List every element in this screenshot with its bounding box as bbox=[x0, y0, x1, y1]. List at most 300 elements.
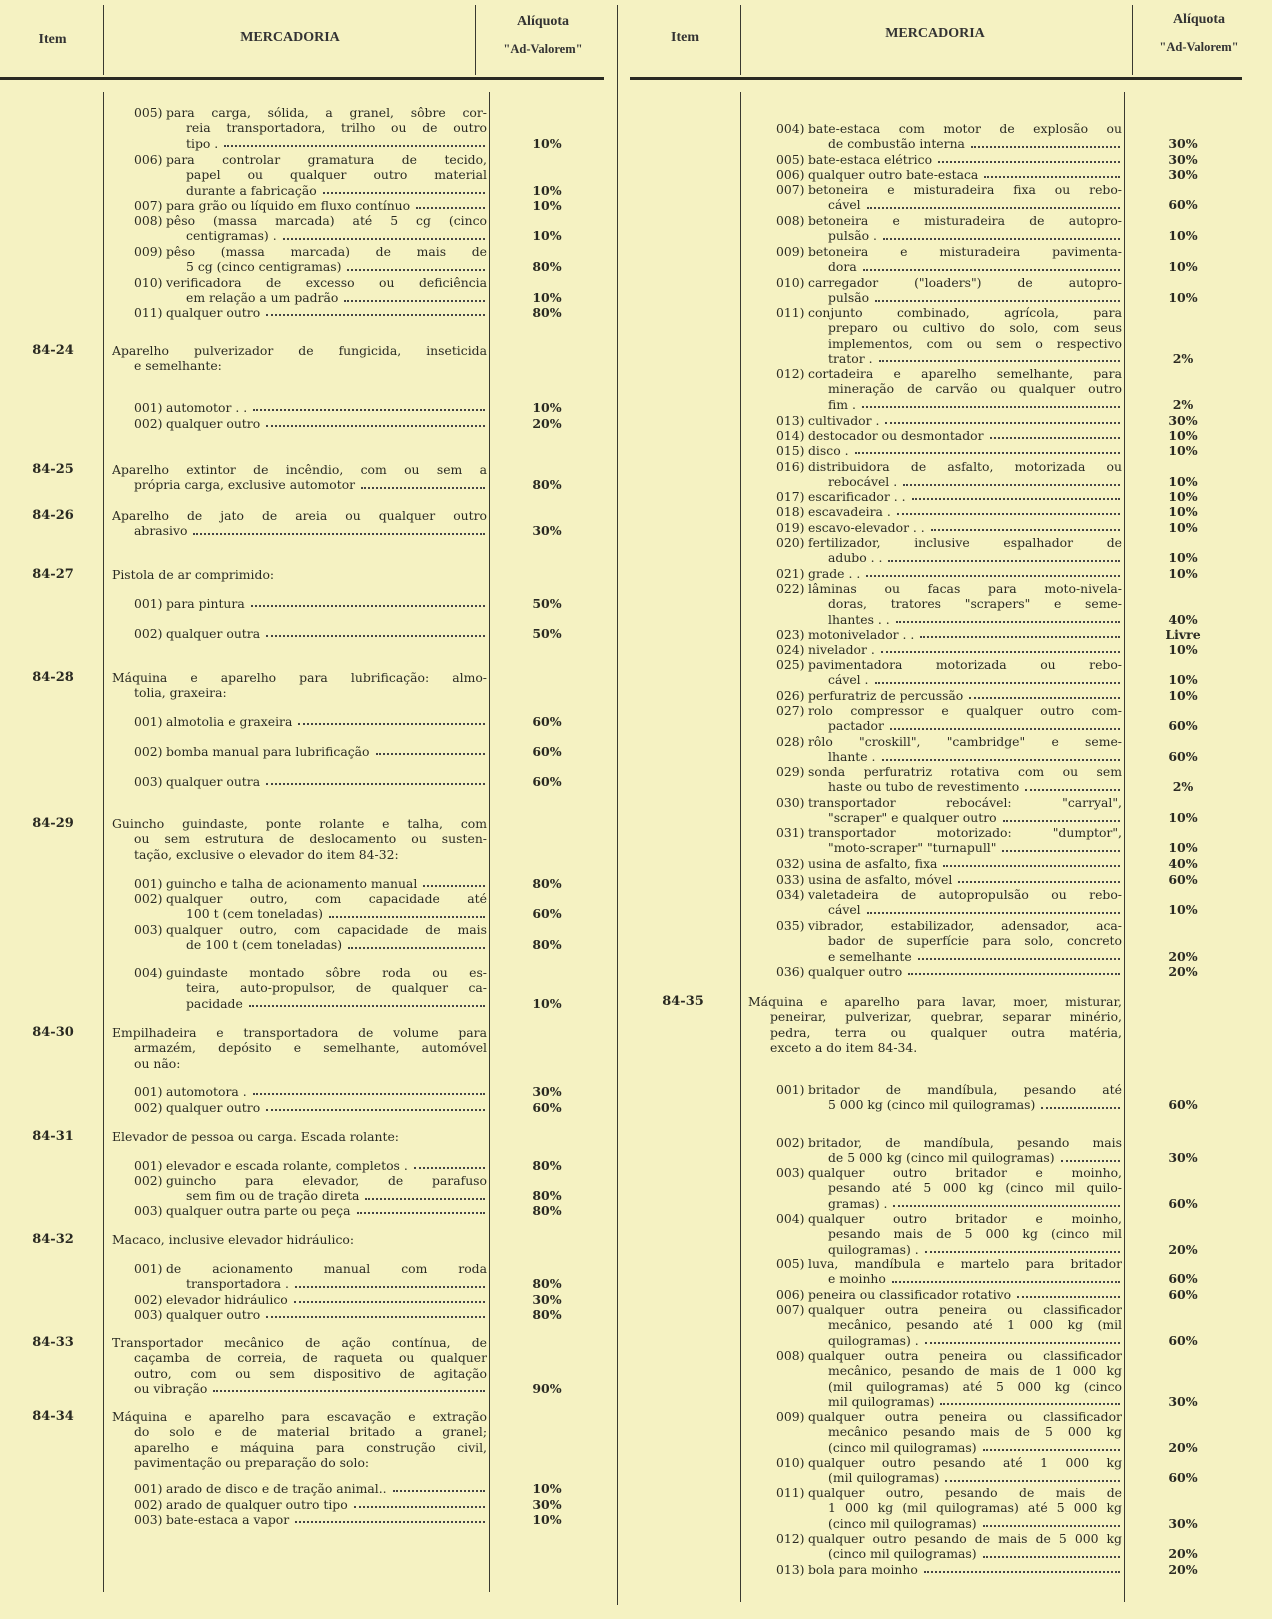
entry-line bbox=[776, 718, 1122, 733]
aliquota-rate: 60% bbox=[532, 1100, 562, 1115]
entry-line bbox=[776, 275, 1122, 290]
sub-item-number: 003) bbox=[134, 774, 163, 789]
dot-leader bbox=[1041, 1097, 1120, 1108]
dot-leader bbox=[892, 1271, 1120, 1282]
aliquota-rate: 60% bbox=[1168, 1287, 1198, 1302]
line-text: Máquina e aparelho para escavação e extração bbox=[112, 1409, 487, 1424]
sub-item-number: 033) bbox=[776, 872, 805, 887]
line-text: Aparelho de jato de areia ou qualquer outro bbox=[112, 508, 487, 523]
sub-item-entry bbox=[134, 275, 487, 306]
entry-line bbox=[112, 1056, 487, 1071]
aliquota-rate: 10% bbox=[532, 198, 562, 213]
entry-line bbox=[776, 1165, 1122, 1180]
aliquota-rate: 80% bbox=[532, 876, 562, 891]
entry-line bbox=[776, 672, 1122, 687]
line-text: mecânico, pesando de mais de 1 000 kg bbox=[828, 1363, 1122, 1379]
sub-item-number: 007) bbox=[776, 1302, 805, 1317]
entry-line bbox=[112, 1129, 487, 1144]
sub-item-number: 002) bbox=[776, 1135, 805, 1150]
entry-line bbox=[776, 1379, 1122, 1394]
line-text: abrasivo bbox=[134, 523, 188, 539]
dot-leader bbox=[1003, 810, 1120, 821]
aliquota-rate: 10% bbox=[1168, 566, 1198, 581]
line-text: motonivelador . . bbox=[808, 627, 915, 642]
line-text: teira, auto-propulsor, de qualquer ca- bbox=[186, 980, 487, 996]
entry-line bbox=[776, 1135, 1122, 1150]
aliquota-rate: 40% bbox=[1168, 856, 1198, 871]
line-text: Máquina e aparelho para lavar, moer, misturar, bbox=[748, 994, 1122, 1009]
sub-item-entry bbox=[134, 774, 487, 789]
sub-item-entry bbox=[134, 1292, 487, 1307]
line-text: pavimentação ou preparação do solo: bbox=[134, 1454, 370, 1470]
line-text: quilogramas) . bbox=[828, 1241, 919, 1257]
aliquota-rate: 10% bbox=[1168, 810, 1198, 826]
sub-item-number: 024) bbox=[776, 642, 805, 657]
entry-line bbox=[776, 197, 1122, 212]
entry-line bbox=[112, 831, 487, 846]
entry-line bbox=[112, 1440, 487, 1455]
line-text: de 100 t (cem toneladas) bbox=[186, 937, 343, 953]
line-text: durante a fabricação bbox=[186, 182, 317, 198]
entry-line bbox=[776, 1196, 1122, 1211]
aliquota-rate: 10% bbox=[1168, 550, 1198, 566]
line-text: caçamba de correia, de raqueta ou qualquer bbox=[134, 1350, 487, 1366]
heading-entry bbox=[112, 1232, 487, 1247]
dot-leader bbox=[855, 443, 1120, 454]
aliquota-rate: 10% bbox=[1168, 902, 1198, 918]
aliquota-rate: 10% bbox=[1168, 504, 1198, 519]
aliquota-rate: 10% bbox=[1168, 428, 1198, 443]
dot-leader bbox=[348, 937, 485, 948]
sub-item-number: 001) bbox=[134, 1481, 163, 1496]
entry-line bbox=[776, 459, 1122, 474]
line-text: para carga, sólida, a granel, sôbre cor- bbox=[166, 105, 487, 120]
sub-item-entry bbox=[134, 198, 487, 213]
entry-line bbox=[776, 1211, 1122, 1226]
line-text: tipo . bbox=[186, 135, 219, 151]
line-text: (mil quilogramas) até 5 000 kg (cinco bbox=[828, 1378, 1122, 1394]
sub-item-number: 021) bbox=[776, 566, 805, 581]
line-text: Elevador de pessoa ou carga. Escada rolante: bbox=[112, 1129, 399, 1144]
sub-item-number: 002) bbox=[134, 1100, 163, 1115]
entry-line bbox=[134, 774, 487, 789]
sub-item-number: 016) bbox=[776, 459, 805, 474]
entry-line bbox=[776, 228, 1122, 243]
sub-item-entry bbox=[776, 1348, 1122, 1409]
sub-item-number: 012) bbox=[776, 366, 805, 381]
line-text: rôlo "croskill", "cambridge" e seme- bbox=[808, 734, 1122, 749]
line-text: sonda perfuratriz rotativa com ou sem bbox=[808, 764, 1122, 779]
line-text: bola para moinho bbox=[808, 1562, 918, 1577]
line-text: pactador bbox=[828, 718, 884, 734]
line-text: fertilizador, inclusive espalhador de bbox=[808, 535, 1122, 550]
entry-line bbox=[776, 167, 1122, 182]
heading-entry bbox=[748, 994, 1122, 1055]
entry-line bbox=[776, 320, 1122, 335]
aliquota-rate: 60% bbox=[532, 906, 562, 922]
line-text: guindaste montado sôbre roda ou es- bbox=[166, 965, 487, 980]
sub-item-number: 001) bbox=[134, 1158, 163, 1173]
dot-leader bbox=[357, 1203, 486, 1214]
aliquota-rate: 80% bbox=[532, 305, 562, 320]
sub-item-number: 029) bbox=[776, 764, 805, 779]
dot-leader bbox=[971, 136, 1120, 147]
sub-item-entry bbox=[776, 1562, 1122, 1577]
dot-leader bbox=[329, 906, 485, 917]
sub-item-number: 009) bbox=[776, 244, 805, 259]
entry-line bbox=[776, 351, 1122, 366]
entry-line bbox=[776, 1097, 1122, 1112]
line-text: qualquer outro, com capacidade de mais bbox=[166, 922, 487, 937]
aliquota-rate: 60% bbox=[1168, 872, 1198, 887]
entry-line bbox=[134, 198, 487, 213]
line-text: qualquer outro, pesando de mais de bbox=[808, 1485, 1122, 1500]
line-text: cortadeira e aparelho semelhante, para bbox=[808, 366, 1122, 381]
sub-item-number: 031) bbox=[776, 825, 805, 840]
entry-line bbox=[134, 1497, 487, 1512]
entry-line bbox=[776, 259, 1122, 274]
entry-line bbox=[776, 1287, 1122, 1302]
dot-leader bbox=[896, 612, 1120, 623]
dot-leader bbox=[867, 197, 1120, 208]
line-text: luva, mandíbula e martelo para britador bbox=[808, 1256, 1122, 1271]
sub-item-number: 005) bbox=[134, 105, 163, 120]
line-text: qualquer outra bbox=[166, 626, 261, 641]
aliquota-rate: 90% bbox=[532, 1380, 562, 1396]
entry-line bbox=[776, 136, 1122, 151]
line-text: peneirar, pulverizar, quebrar, separar minério, bbox=[770, 1009, 1122, 1025]
dot-leader bbox=[365, 1188, 485, 1199]
sub-item-entry bbox=[776, 213, 1122, 244]
dot-leader bbox=[990, 428, 1120, 439]
dot-leader bbox=[945, 1470, 1120, 1481]
line-text: (cinco mil quilogramas) bbox=[828, 1546, 977, 1562]
line-text: (cinco mil quilogramas) bbox=[828, 1515, 977, 1531]
line-text: escavadeira . bbox=[808, 504, 891, 519]
entry-line bbox=[776, 688, 1122, 703]
aliquota-rate: 30% bbox=[1168, 1393, 1198, 1409]
sub-item-number: 001) bbox=[776, 1082, 805, 1097]
entry-line bbox=[776, 1424, 1122, 1439]
sub-item-entry bbox=[776, 688, 1122, 703]
line-text: guincho e talha de acionamento manual bbox=[166, 876, 418, 891]
aliquota-rate: 30% bbox=[532, 1084, 562, 1099]
entry-line bbox=[134, 1158, 487, 1173]
dot-leader bbox=[295, 1276, 485, 1287]
heading-entry bbox=[112, 567, 487, 582]
entry-line bbox=[134, 416, 487, 431]
dot-leader bbox=[893, 1196, 1120, 1207]
sub-item-entry bbox=[776, 642, 1122, 657]
sub-item-number: 001) bbox=[134, 876, 163, 891]
dot-leader bbox=[885, 413, 1120, 424]
line-text: própria carga, exclusive automotor bbox=[134, 477, 356, 493]
sub-item-number: 009) bbox=[134, 244, 163, 259]
aliquota-rate: 20% bbox=[1168, 1562, 1198, 1577]
dot-leader bbox=[875, 672, 1121, 683]
sub-item-number: 006) bbox=[776, 167, 805, 182]
line-text: fim . bbox=[828, 396, 856, 412]
sub-item-number: 005) bbox=[776, 152, 805, 167]
line-text: haste ou tubo de revestimento bbox=[828, 779, 1020, 795]
aliquota-rate: 20% bbox=[1168, 1546, 1198, 1562]
entry-line bbox=[134, 1512, 487, 1527]
line-text: qualquer outro bbox=[166, 1307, 261, 1322]
aliquota-rate: 10% bbox=[532, 290, 562, 306]
entry-line bbox=[776, 810, 1122, 825]
header-aliquota bbox=[1134, 12, 1264, 55]
entry-line bbox=[776, 1485, 1122, 1500]
dot-leader bbox=[925, 1242, 1120, 1253]
aliquota-rate: 10% bbox=[1168, 520, 1198, 535]
line-text: para controlar gramatura de tecido, bbox=[166, 152, 487, 167]
entry-line bbox=[776, 703, 1122, 718]
aliquota-rate: 30% bbox=[1168, 167, 1198, 182]
aliquota-rate: 30% bbox=[1168, 413, 1198, 428]
sub-item-entry bbox=[776, 1135, 1122, 1166]
line-text: betoneira e misturadeira pavimenta- bbox=[808, 244, 1122, 259]
line-text: lhante . bbox=[828, 749, 876, 765]
sub-item-entry bbox=[776, 1409, 1122, 1455]
dot-leader bbox=[1061, 1150, 1120, 1161]
line-text: britador, de mandíbula, pesando mais bbox=[808, 1135, 1122, 1150]
aliquota-rate: 10% bbox=[1168, 228, 1198, 244]
entry-line bbox=[776, 443, 1122, 458]
sub-item-entry bbox=[776, 825, 1122, 856]
entry-line bbox=[776, 825, 1122, 840]
sub-item-number: 010) bbox=[776, 275, 805, 290]
sub-item-number: 007) bbox=[776, 182, 805, 197]
entry-line bbox=[776, 1363, 1122, 1378]
sub-item-number: 034) bbox=[776, 887, 805, 902]
sub-item-number: 010) bbox=[134, 275, 163, 290]
line-text: de 5 000 kg (cinco mil quilogramas) bbox=[828, 1150, 1055, 1166]
header-aliquota-label: Alíquota bbox=[1172, 12, 1226, 27]
line-text: disco . bbox=[808, 443, 849, 458]
line-text: Transportador mecânico de ação contínua, de bbox=[112, 1335, 487, 1350]
sub-item-number: 008) bbox=[134, 213, 163, 228]
line-text: pedra, terra ou qualquer outra matéria, bbox=[770, 1024, 1122, 1040]
sub-item-number: 028) bbox=[776, 734, 805, 749]
line-text: qualquer outra peneira ou classificador bbox=[808, 1302, 1122, 1317]
line-text: usina de asfalto, móvel bbox=[808, 872, 953, 887]
entry-line bbox=[776, 1409, 1122, 1424]
entry-line bbox=[134, 1188, 487, 1203]
entry-line bbox=[776, 1082, 1122, 1097]
aliquota-rate: 30% bbox=[532, 1292, 562, 1307]
entry-line bbox=[776, 336, 1122, 351]
line-text: betoneira e misturadeira fixa ou rebo- bbox=[808, 182, 1122, 197]
line-text: 1 000 kg (mil quilogramas) até 5 000 kg bbox=[828, 1500, 1122, 1516]
aliquota-rate: 10% bbox=[1168, 672, 1198, 688]
aliquota-rate: 10% bbox=[1168, 642, 1198, 657]
entry-line bbox=[134, 136, 487, 151]
aliquota-rate: 50% bbox=[532, 626, 562, 641]
entry-line bbox=[776, 612, 1122, 627]
sub-item-number: 035) bbox=[776, 918, 805, 933]
line-text: armazém, depósito e semelhante, automóvel bbox=[134, 1040, 487, 1056]
sub-item-number: 013) bbox=[776, 413, 805, 428]
sub-item-entry bbox=[776, 535, 1122, 566]
aliquota-rate: 20% bbox=[1168, 1439, 1198, 1455]
item-code: 84-32 bbox=[32, 1232, 74, 1247]
dot-leader bbox=[266, 1307, 485, 1318]
dot-leader bbox=[903, 474, 1120, 485]
line-text: reia transportadora, trilho ou de outro bbox=[186, 120, 487, 136]
line-text: Pistola de ar comprimido: bbox=[112, 567, 275, 582]
entry-line bbox=[112, 1455, 487, 1470]
line-text: de combustão interna bbox=[828, 136, 965, 152]
sub-item-number: 017) bbox=[776, 489, 805, 504]
dot-leader bbox=[897, 504, 1120, 515]
line-text: vibrador, estabilizador, adensador, aca- bbox=[808, 918, 1122, 933]
entry-line bbox=[776, 933, 1122, 948]
line-text: qualquer outra peneira ou classificador bbox=[808, 1348, 1122, 1363]
sub-item-number: 013) bbox=[776, 1562, 805, 1577]
line-text: e moinho bbox=[828, 1271, 886, 1287]
entry-line bbox=[776, 949, 1122, 964]
sub-item-entry bbox=[776, 1531, 1122, 1562]
dot-leader bbox=[924, 1562, 1120, 1573]
line-text: pulsão . bbox=[828, 228, 877, 244]
entry-line bbox=[776, 290, 1122, 305]
entry-line bbox=[112, 847, 487, 862]
dot-leader bbox=[883, 228, 1120, 239]
entry-line bbox=[134, 596, 487, 611]
sub-item-number: 001) bbox=[134, 400, 163, 415]
item-code: 84-26 bbox=[32, 508, 74, 523]
header-rule bbox=[630, 77, 1242, 80]
entry-line bbox=[134, 228, 487, 243]
entry-line bbox=[748, 1025, 1122, 1040]
line-text: do solo e de material britado a granel; bbox=[134, 1424, 487, 1440]
aliquota-rate: 2% bbox=[1172, 350, 1194, 366]
sub-item-entry bbox=[134, 105, 487, 151]
entry-line bbox=[776, 489, 1122, 504]
line-text: para pintura bbox=[166, 596, 245, 611]
entry-line bbox=[776, 1500, 1122, 1515]
sub-item-number: 030) bbox=[776, 795, 805, 810]
sub-item-number: 019) bbox=[776, 520, 805, 535]
line-text: ou vibração bbox=[134, 1380, 208, 1396]
sub-item-number: 026) bbox=[776, 688, 805, 703]
sub-item-number: 001) bbox=[134, 1261, 163, 1276]
sub-item-number: 008) bbox=[776, 1348, 805, 1363]
item-code: 84-29 bbox=[32, 816, 74, 831]
sub-item-number: 032) bbox=[776, 856, 805, 871]
entry-line bbox=[112, 1025, 487, 1040]
line-text: qualquer outro, com capacidade até bbox=[166, 891, 487, 906]
entry-line bbox=[776, 550, 1122, 565]
entry-line bbox=[776, 397, 1122, 412]
dot-leader bbox=[376, 744, 486, 755]
entry-line bbox=[134, 1292, 487, 1307]
entry-line bbox=[776, 520, 1122, 535]
entry-line bbox=[112, 567, 487, 582]
sub-item-number: 006) bbox=[134, 152, 163, 167]
entry-line bbox=[134, 1203, 487, 1218]
header-aliquota bbox=[478, 14, 608, 57]
sub-item-entry bbox=[776, 244, 1122, 275]
sub-item-entry bbox=[776, 428, 1122, 443]
line-text: de acionamento manual com roda bbox=[166, 1261, 487, 1276]
sub-item-number: 020) bbox=[776, 535, 805, 550]
heading-entry bbox=[112, 462, 487, 493]
line-text: 100 t (cem toneladas) bbox=[186, 906, 323, 922]
aliquota-rate: 30% bbox=[532, 1497, 562, 1512]
line-text: para grão ou líquido em fluxo contínuo bbox=[166, 198, 411, 213]
line-text: e semelhante bbox=[828, 948, 912, 964]
line-text: bador de superfície para solo, concreto bbox=[828, 933, 1122, 949]
entry-line bbox=[776, 1256, 1122, 1271]
sub-item-entry bbox=[776, 872, 1122, 887]
sub-item-number: 004) bbox=[776, 121, 805, 136]
sub-item-number: 025) bbox=[776, 657, 805, 672]
entry-line bbox=[776, 1150, 1122, 1165]
column-rule bbox=[489, 92, 490, 1592]
sub-item-number: 003) bbox=[134, 1512, 163, 1527]
sub-item-entry bbox=[134, 305, 487, 320]
line-text: ou não: bbox=[134, 1055, 181, 1071]
line-text: elevador e escada rolante, completos . bbox=[166, 1158, 408, 1173]
line-text: usina de asfalto, fixa bbox=[808, 856, 938, 871]
aliquota-rate: 10% bbox=[532, 995, 562, 1011]
entry-line bbox=[134, 1307, 487, 1322]
dot-leader bbox=[1025, 779, 1120, 790]
aliquota-rate: 10% bbox=[1168, 840, 1198, 856]
header-ad-valorem: "Ad-Valorem" bbox=[503, 42, 583, 56]
entry-line bbox=[776, 657, 1122, 672]
sub-item-number: 005) bbox=[776, 1256, 805, 1271]
line-text: "moto-scraper" "turnapull" bbox=[828, 840, 997, 856]
line-text: papel ou qualquer outro material bbox=[186, 167, 487, 183]
entry-line bbox=[748, 1040, 1122, 1055]
column-rule bbox=[103, 92, 104, 1592]
entry-line bbox=[776, 1333, 1122, 1348]
entry-line bbox=[776, 964, 1122, 979]
line-text: guincho para elevador, de parafuso bbox=[166, 1173, 487, 1188]
line-text: adubo . . bbox=[828, 550, 883, 566]
sub-item-number: 003) bbox=[134, 1203, 163, 1218]
aliquota-rate: 80% bbox=[532, 1203, 562, 1218]
line-text: conjunto combinado, agrícola, para bbox=[808, 305, 1122, 320]
sub-item-number: 004) bbox=[134, 965, 163, 980]
sub-item-number: 022) bbox=[776, 581, 805, 596]
heading-entry bbox=[112, 1129, 487, 1144]
item-code: 84-30 bbox=[32, 1025, 74, 1040]
line-text: mil quilogramas) bbox=[828, 1393, 935, 1409]
sub-item-entry bbox=[776, 887, 1122, 918]
line-text: 5 000 kg (cinco mil quilogramas) bbox=[828, 1097, 1036, 1113]
entry-line bbox=[776, 856, 1122, 871]
dot-leader bbox=[925, 1333, 1120, 1344]
entry-line bbox=[134, 120, 487, 135]
dot-leader bbox=[1002, 840, 1120, 851]
line-text: qualquer outro pesando de mais de 5 000 kg bbox=[808, 1531, 1122, 1546]
entry-line bbox=[134, 744, 487, 759]
line-text: sem fim ou de tração direta bbox=[186, 1188, 360, 1204]
dot-leader bbox=[266, 416, 485, 427]
entry-line bbox=[134, 244, 487, 259]
dot-leader bbox=[266, 305, 485, 316]
entry-line bbox=[776, 305, 1122, 320]
dot-leader bbox=[888, 550, 1120, 561]
aliquota-rate: 80% bbox=[532, 1188, 562, 1204]
sub-item-number: 023) bbox=[776, 627, 805, 642]
line-text: 5 cg (cinco centigramas) bbox=[186, 259, 342, 275]
sub-item-number: 009) bbox=[776, 1409, 805, 1424]
entry-line bbox=[776, 764, 1122, 779]
